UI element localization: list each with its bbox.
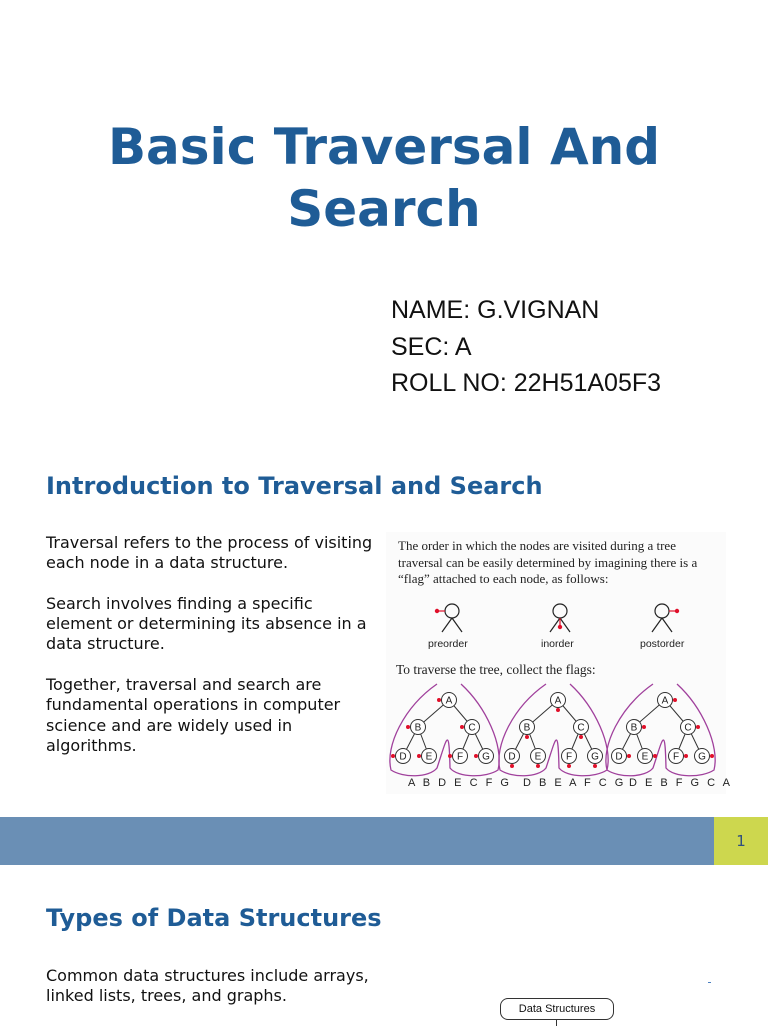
tree-node-label: E (534, 751, 542, 763)
slide-title (0, 116, 768, 240)
node-flag (448, 754, 452, 758)
tree-node-label: B (630, 722, 638, 734)
traversal-tree-post (606, 684, 715, 776)
node-flag (696, 725, 700, 729)
intro-paragraph: Together, traversal and search are fundamental operations in computer science and are widely used in algorithms. (46, 675, 341, 755)
node-flag (525, 735, 529, 739)
decorative-dot (708, 982, 711, 983)
preorder-sequence: A B D E C F G (408, 777, 512, 789)
tree-node-label: B (523, 722, 531, 734)
diagram-connector (556, 1020, 557, 1026)
intro-paragraph: Search involves finding a specific element or determining its absence in a data structure. (46, 593, 367, 654)
node-flag (417, 754, 421, 758)
tree-node-label: A (445, 695, 453, 707)
node-flag (642, 725, 646, 729)
tree-node-label: C (468, 722, 476, 734)
author-info (391, 292, 661, 402)
node-flag (567, 764, 571, 768)
author-roll-number: ROLL NO: 22H51A05F3 (391, 369, 662, 397)
node-flag (406, 725, 410, 729)
tree-node-label: A (554, 695, 562, 707)
tree-node-label: F (672, 751, 680, 763)
preorder-flag-icon (435, 604, 462, 632)
node-flag (536, 764, 540, 768)
inorder-sequence: D B E A F C G (523, 777, 626, 789)
slide-footer-bar (0, 817, 714, 865)
node-flag (391, 754, 395, 758)
tree-node-label: E (425, 751, 433, 763)
page-number-badge: 1 (714, 817, 768, 865)
node-flag (627, 754, 631, 758)
slide-title-line-2: Search (287, 180, 481, 238)
slide-title-line-1: Basic Traversal And (107, 118, 661, 176)
author-name: NAME: G.VIGNAN (391, 296, 600, 324)
node-flag (710, 754, 714, 758)
traversal-figure (386, 532, 733, 794)
types-body: Common data structures include arrays, linked lists, trees, and graphs. (46, 966, 369, 1006)
figure-caption-2: To traverse the tree, collect the flags: (396, 662, 596, 677)
inorder-label: inorder (541, 638, 574, 650)
tree-node-label: E (641, 751, 649, 763)
node-flag (673, 698, 677, 702)
preorder-label: preorder (428, 638, 468, 650)
tree-node-label: F (565, 751, 573, 763)
inorder-flag-icon (550, 604, 570, 632)
node-flag (460, 725, 464, 729)
node-flag (579, 735, 583, 739)
node-flag (474, 754, 478, 758)
intro-body (46, 533, 381, 777)
traversal-tree-pre (390, 684, 499, 776)
tree-node-label: F (456, 751, 464, 763)
figure-caption: The order in which the nodes are visited during a tree traversal can be easily determined by imagining there is a “flag” attached to each node, as follows: (398, 538, 698, 586)
tree-node-label: G (482, 751, 490, 763)
node-flag (684, 754, 688, 758)
data-structures-root-node: Data Structures (500, 998, 614, 1020)
node-flag (653, 754, 657, 758)
intro-heading: Introduction to Traversal and Search (46, 472, 543, 500)
postorder-sequence: D E B F G C A (629, 777, 733, 789)
tree-node-label: D (508, 751, 516, 763)
tree-node-label: C (577, 722, 585, 734)
tree-node-label: D (399, 751, 407, 763)
postorder-flag-icon (652, 604, 679, 632)
postorder-label: postorder (640, 638, 685, 650)
author-section: SEC: A (391, 332, 472, 361)
traversal-tree-in (499, 684, 608, 776)
tree-node-label: B (414, 722, 422, 734)
types-heading: Types of Data Structures (46, 904, 382, 932)
intro-paragraph: Traversal refers to the process of visiting each node in a data structure. (46, 533, 373, 573)
tree-node-label: A (661, 695, 669, 707)
node-flag (437, 698, 441, 702)
node-flag (510, 764, 514, 768)
tree-node-label: G (698, 751, 706, 763)
tree-node-label: C (684, 722, 692, 734)
tree-node-label: G (591, 751, 599, 763)
node-flag (556, 708, 560, 712)
tree-node-label: D (615, 751, 623, 763)
node-flag (593, 764, 597, 768)
